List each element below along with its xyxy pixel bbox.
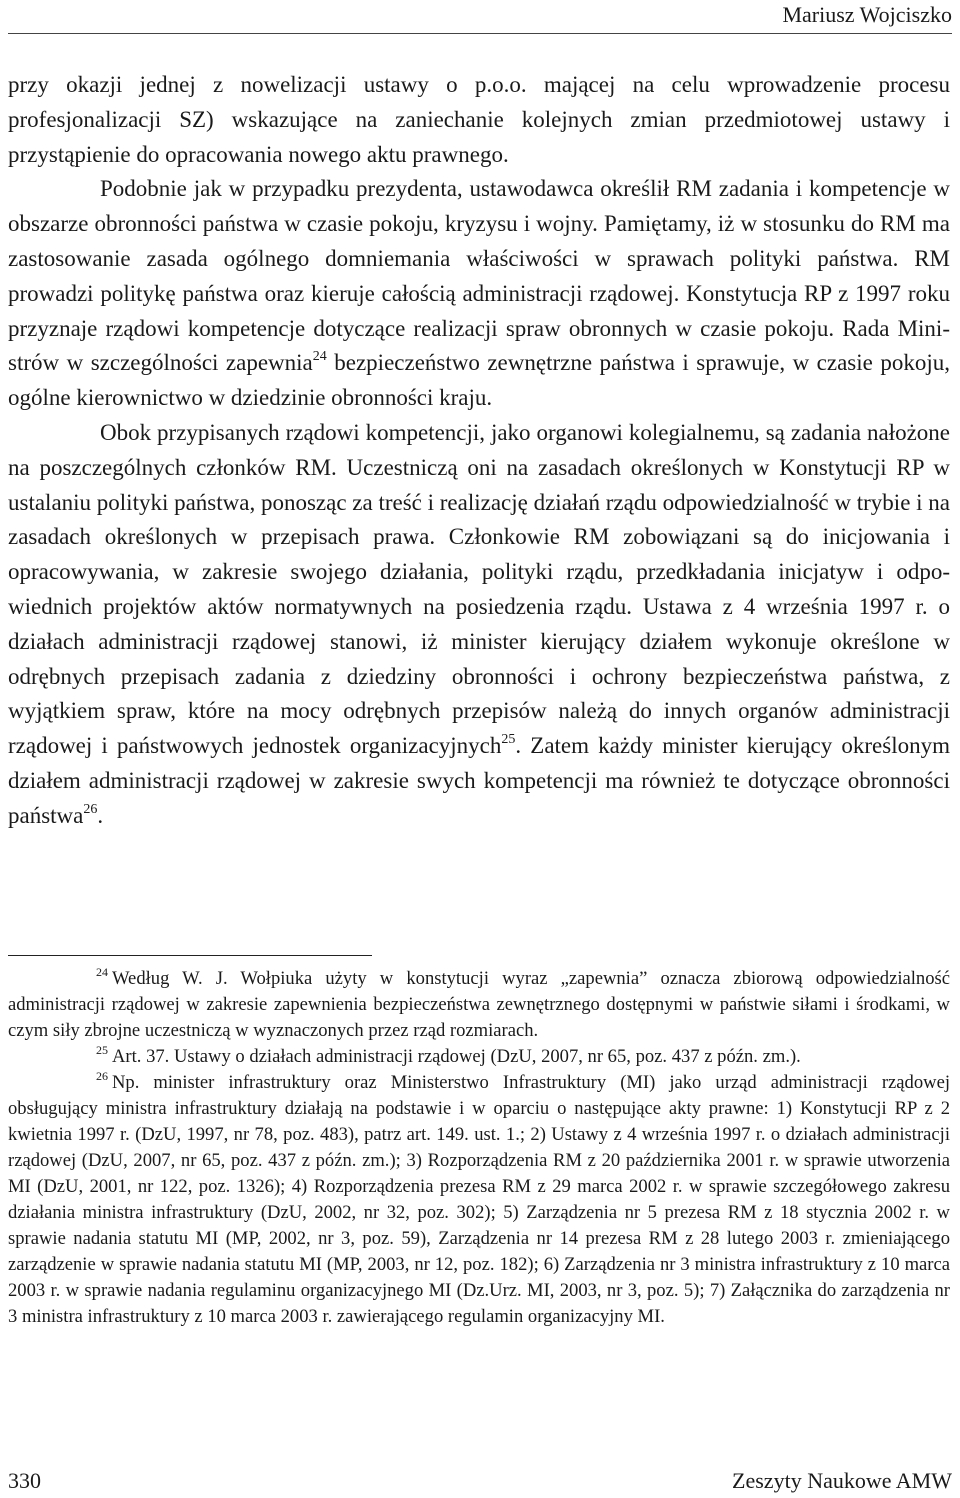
paragraph-text: przy okazji jednej z nowelizacji ustawy o p.o.o. mającej na celu wprowadzenie procesu profesjonalizacji SZ) wskazujące na zaniechanie kolejnych zmian przedmiotowej ustawy i przystąpienie do opracowania nowego aktu prawnego. — [8, 72, 950, 167]
paragraph-text: bezpieczeństwo zewnętrzne państwa i sprawuje, w czasie pokoju, ogólne kierownictwo w dziedzinie obronności kraju. — [8, 350, 950, 411]
footnote-number: 26 — [96, 1069, 108, 1083]
footnote-number: 25 — [96, 1043, 108, 1057]
paragraph-text: Podobnie jak w przypadku prezydenta, ustawodawca określił RM zadania i kompetencje w obszarze obronności państwa w czasie pokoju, kryzysu i wojny. Pamiętamy, iż w stosunku do RM ma zastosowanie zasada ogólnego domniemania właściwości w sprawach polityki państwa. RM prowadzi politykę państwa oraz kieruje całością administracji rządowej. Konstytucja RP z 1997 roku przyznaje rządowi kompetencje dotyczące realizacji spraw obronnych w czasie pokoju. Rada Ministrów w szczególności zapewnia — [8, 176, 950, 376]
header-divider — [8, 33, 952, 34]
paragraph — [8, 416, 950, 834]
footnote-reference[interactable]: 24 — [312, 349, 327, 365]
main-text — [8, 68, 950, 834]
footnote-text: Art. 37. Ustawy o działach administracji rządowej (DzU, 2007, nr 65, poz. 437 z późn. zm.). — [112, 1046, 801, 1067]
footnote — [8, 966, 950, 1044]
footnote-text: Np. minister infrastruktury oraz Ministerstwo Infrastruktury (MI) jako urząd administracji rządowej obsługujący ministra infrastruktury działają na podstawie i w oparciu o następujące akty prawne: 1) Konstytucji RP z 2 kwietnia 1997 r. (DzU, 1997, nr 78, poz. 483), patrz art. 149. ust. 1.; 2) Ustawy z 4 września 1997 r. o działach administracji rządowej (DzU, 2007, nr 65, poz. 437 z późn. zm.); 3) Rozporządzenia RM z 20 października 2001 r. w sprawie utworzenia MI (DzU, 2001, nr 122, poz. 1326); 4) Rozporządzenia prezesa RM z 29 marca 2002 r. w sprawie szczegółowego zakresu działania ministra infrastruktury (DzU, 2002, nr 32, poz. 302); 5) Zarządzenia nr 5 prezesa RM z 18 stycznia 2002 r. w sprawie nadania statutu MI (MP, 2002, nr 3, poz. 59), Zarządzenia nr 14 prezesa RM z 28 lutego 2003 r. zmieniającego zarządzenie w sprawie nadania statutu MI (MP, 2003, nr 12, poz. 182); 6) Zarządzenia nr 3 ministra infrastruktury z 10 marca 2003 r. w sprawie nadania regulaminu organizacyjnego MI (Dz.Urz. MI, 2003, nr 3, poz. 5); 7) Załącznika do zarządzenia nr 3 ministra infrastruktury z 10 marca 2003 r. zawierającego regulamin organizacyjny MI. — [8, 1072, 950, 1327]
footnote-number: 24 — [96, 965, 108, 979]
footnote — [8, 1044, 950, 1070]
footnote-text: Według W. J. Wołpiuka użyty w konstytucji wyraz „zapewnia” oznacza zbiorową odpowiedzialność administracji rządowej w zakresie zapewnienia bezpieczeństwa zewnętrznego dostępnymi w państwie siłami i środkami, w czym siły zbrojne uczestniczą w wyznaczonych przez rząd rozmiarach. — [8, 968, 950, 1041]
footnote-reference[interactable]: 25 — [501, 732, 516, 748]
footnote-separator — [8, 955, 372, 956]
footnote — [8, 1070, 950, 1330]
paragraph-text: . — [97, 802, 104, 828]
journal-title: Zeszyty Naukowe AMW — [732, 1468, 952, 1493]
page-number: 330 — [8, 1468, 41, 1493]
paragraph — [8, 68, 950, 172]
footnotes — [8, 966, 950, 1330]
paragraph — [8, 172, 950, 416]
paragraph-text: . Zatem każdy minister kierujący określonym działem administracji rządowej w zakresie swych kompetencji ma również te dotyczące obronności państwa — [8, 733, 950, 828]
paragraph-text: Obok przypisanych rządowi kompetencji, jako organowi kolegialnemu, są zadania nałożone na poszczególnych członków RM. Uczestniczą oni na zasadach określonych w Konstytucji RP w ustalaniu polityki państwa, ponosząc za treść i realizację działań rządu odpowiedzialność w trybie i na zasadach określonych w przepisach prawa. Członkowie RM zobowiązani są do inicjowania i opracowywania, w zakresie swojego działania, polityki rządu, przedkładania inicjatyw i odpowiednich projektów aktów normatywnych na posiedzenia rządu. Ustawa z 4 września 1997 r. o działach administracji rządowej stanowi, iż minister kierujący działem wykonuje określone w odrębnych przepisach zadania z dziedziny obronności i ochrony bezpieczeństwa państwa, z wyjątkiem spraw, które na mocy odrębnych przepisów należą do innych organów administracji rządowej i państwowych jednostek organizacyjnych — [8, 419, 951, 759]
footnote-reference[interactable]: 26 — [83, 801, 98, 817]
running-header-author: Mariusz Wojciszko — [782, 2, 952, 27]
